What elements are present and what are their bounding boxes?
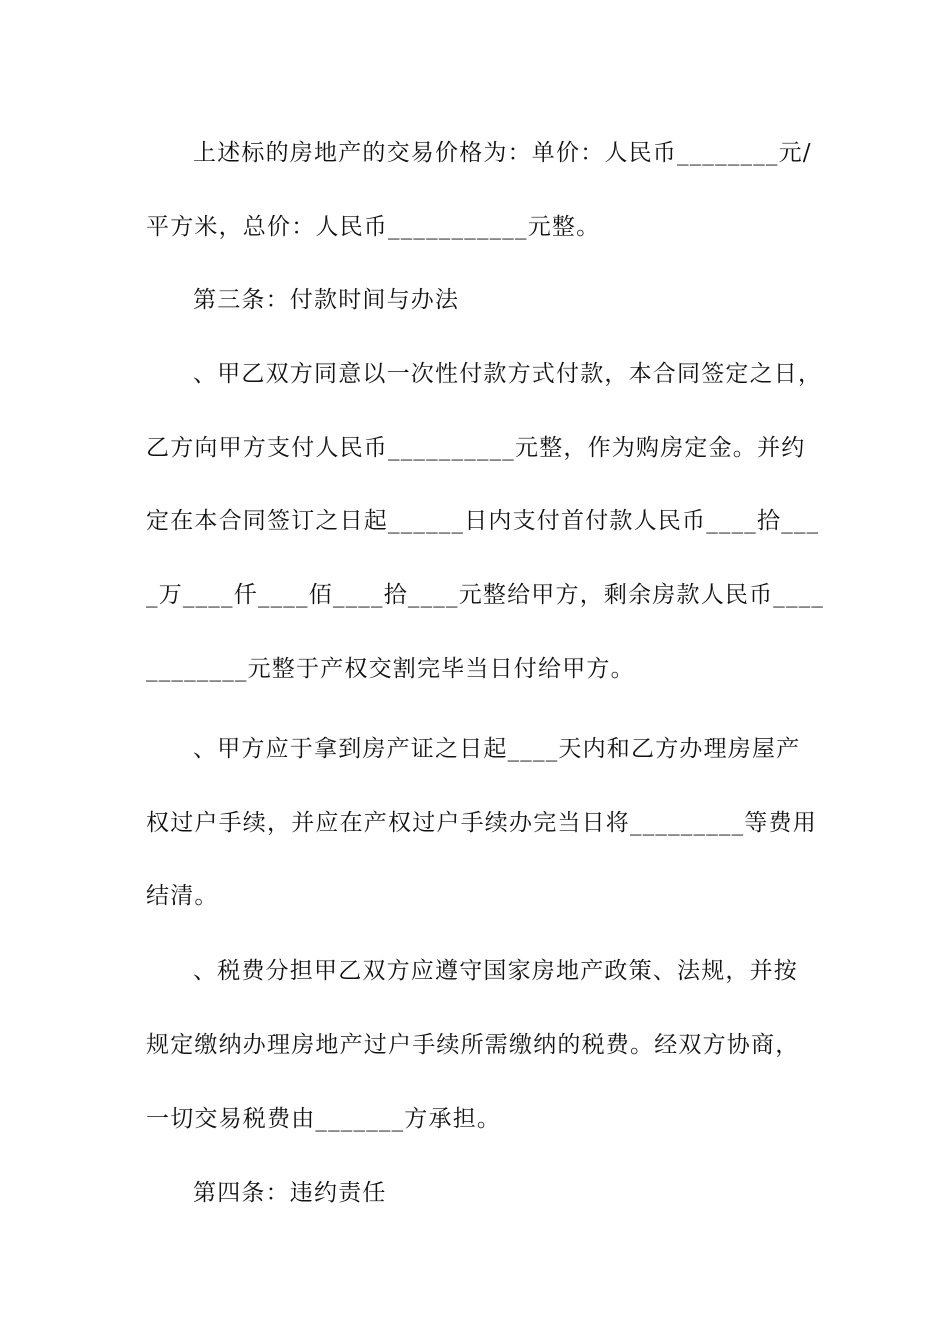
paragraph-payment-line-3: 定在本合同签订之日起______日内支付首付款人民币____拾___ (146, 508, 820, 534)
paragraph-payment-line-4: _万____仟____佰____拾____元整给甲方，剩余房款人民币____ (146, 582, 825, 608)
paragraph-payment-line-2: 乙方向甲方支付人民币__________元整，作为购房定金。并约 (146, 435, 806, 461)
paragraph-tax-line-1: 、税费分担甲乙双方应遵守国家房地产政策、法规，并按 (193, 958, 798, 984)
paragraph-price-line-1: 上述标的房地产的交易价格为：单价：人民币________元/ (193, 140, 812, 166)
paragraph-transfer-line-3: 结清。 (146, 883, 219, 909)
paragraph-transfer-line-2: 权过户手续，并应在产权过户手续办完当日将_________等费用 (146, 810, 817, 836)
paragraph-price-line-2: 平方米，总价：人民币___________元整。 (146, 214, 601, 240)
paragraph-tax-line-3: 一切交易税费由_______方承担。 (146, 1106, 502, 1132)
paragraph-payment-line-1: 、甲乙双方同意以一次性付款方式付款，本合同签定之日， (193, 361, 823, 387)
article-3-heading: 第三条：付款时间与办法 (193, 287, 460, 313)
paragraph-tax-line-2: 规定缴纳办理房地产过户手续所需缴纳的税费。经双方协商， (146, 1032, 800, 1058)
article-4-heading: 第四条：违约责任 (193, 1180, 387, 1206)
paragraph-transfer-line-1: 、甲方应于拿到房产证之日起____天内和乙方办理房屋产 (193, 736, 801, 762)
paragraph-payment-line-5: ________元整于产权交割完毕当日付给甲方。 (146, 656, 635, 682)
